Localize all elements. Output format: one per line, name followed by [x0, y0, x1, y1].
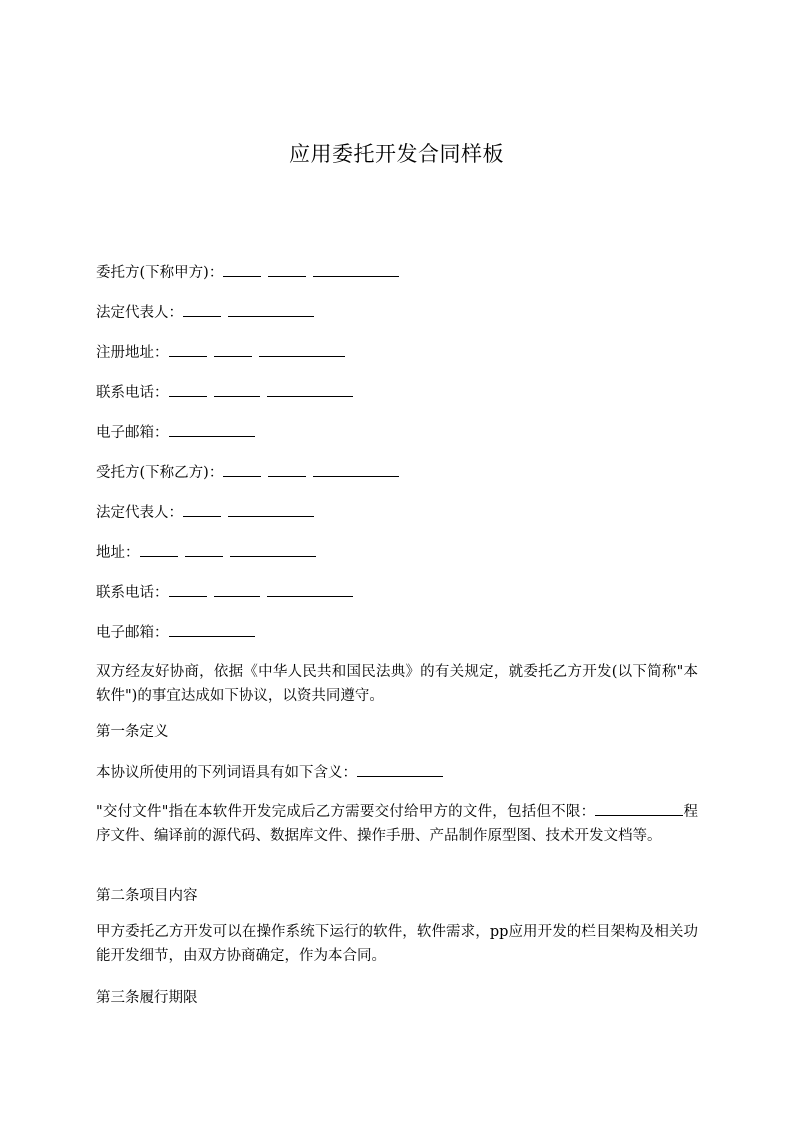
- party-a-line: [96, 262, 406, 283]
- blank-field[interactable]: [267, 382, 353, 397]
- article-2-body: 甲方委托乙方开发可以在操作系统下运行的软件，软件需求，pp应用开发的栏目架构及相关功能开发细节，由双方协商确定，作为本合同。: [96, 924, 698, 964]
- party-a-address-line: [96, 342, 352, 363]
- deliverables-paragraph: [96, 800, 698, 848]
- blank-field[interactable]: [185, 542, 223, 557]
- party-b-address-line: [96, 542, 323, 563]
- blank-field[interactable]: [169, 622, 255, 637]
- terms-intro-text: 本协议所使用的下列词语具有如下含义：: [96, 765, 357, 781]
- article-2-heading: 第二条项目内容: [96, 888, 198, 904]
- document-title: 应用委托开发合同样板: [289, 142, 504, 166]
- blank-field[interactable]: [169, 342, 207, 357]
- blank-field[interactable]: [169, 582, 207, 597]
- blank-field[interactable]: [140, 542, 178, 557]
- blank-field[interactable]: [169, 382, 207, 397]
- party-b-rep-line: [96, 502, 321, 523]
- deliverables-start-text: "交付文件"指在本软件开发完成后乙方需要交付给甲方的文件，包括但不限：: [96, 804, 596, 820]
- party-b-email-label: 电子邮箱：: [96, 625, 169, 641]
- blank-field[interactable]: [653, 801, 683, 816]
- terms-intro-line: [96, 762, 450, 783]
- party-b-phone-line: [96, 582, 360, 603]
- blank-field[interactable]: [223, 462, 261, 477]
- blank-field[interactable]: [357, 762, 443, 777]
- blank-field[interactable]: [259, 342, 345, 357]
- deliverables-end-text: 程序文件、编译前的源代码、数据库文件、操作手册、产品制作原型图、技术开发文档等。: [96, 804, 698, 844]
- blank-field[interactable]: [169, 422, 255, 437]
- article-3-heading: 第三条履行期限: [96, 990, 198, 1006]
- blank-field[interactable]: [313, 462, 399, 477]
- blank-field[interactable]: [214, 342, 252, 357]
- blank-field[interactable]: [183, 502, 221, 517]
- party-a-address-label: 注册地址：: [96, 345, 169, 361]
- blank-field[interactable]: [183, 302, 221, 317]
- party-a-email-line: [96, 422, 262, 443]
- blank-field[interactable]: [268, 462, 306, 477]
- party-b-phone-label: 联系电话：: [96, 585, 169, 601]
- party-a-phone-line: [96, 382, 360, 403]
- party-b-email-line: [96, 622, 262, 643]
- blank-field[interactable]: [267, 582, 353, 597]
- intro-paragraph: 双方经友好协商，依据《中华人民共和国民法典》的有关规定，就委托乙方开发(以下简称"本软件")的事宜达成如下协议，以资共同遵守。: [96, 664, 698, 704]
- blank-field[interactable]: [228, 502, 314, 517]
- blank-field[interactable]: [313, 262, 399, 277]
- party-b-line: [96, 462, 406, 483]
- party-b-rep-label: 法定代表人：: [96, 505, 183, 521]
- blank-field[interactable]: [214, 382, 260, 397]
- party-a-rep-label: 法定代表人：: [96, 305, 183, 321]
- blank-field[interactable]: [268, 262, 306, 277]
- blank-field[interactable]: [223, 262, 261, 277]
- party-a-label: 委托方(下称甲方)：: [96, 265, 224, 281]
- party-b-address-label: 地址：: [96, 545, 140, 561]
- blank-field[interactable]: [214, 582, 260, 597]
- article-1-heading: 第一条定义: [96, 724, 169, 740]
- blank-field[interactable]: [595, 801, 653, 816]
- blank-field[interactable]: [228, 302, 314, 317]
- blank-field[interactable]: [230, 542, 316, 557]
- party-a-rep-line: [96, 302, 321, 323]
- party-a-phone-label: 联系电话：: [96, 385, 169, 401]
- party-b-label: 受托方(下称乙方)：: [96, 465, 224, 481]
- party-a-email-label: 电子邮箱：: [96, 425, 169, 441]
